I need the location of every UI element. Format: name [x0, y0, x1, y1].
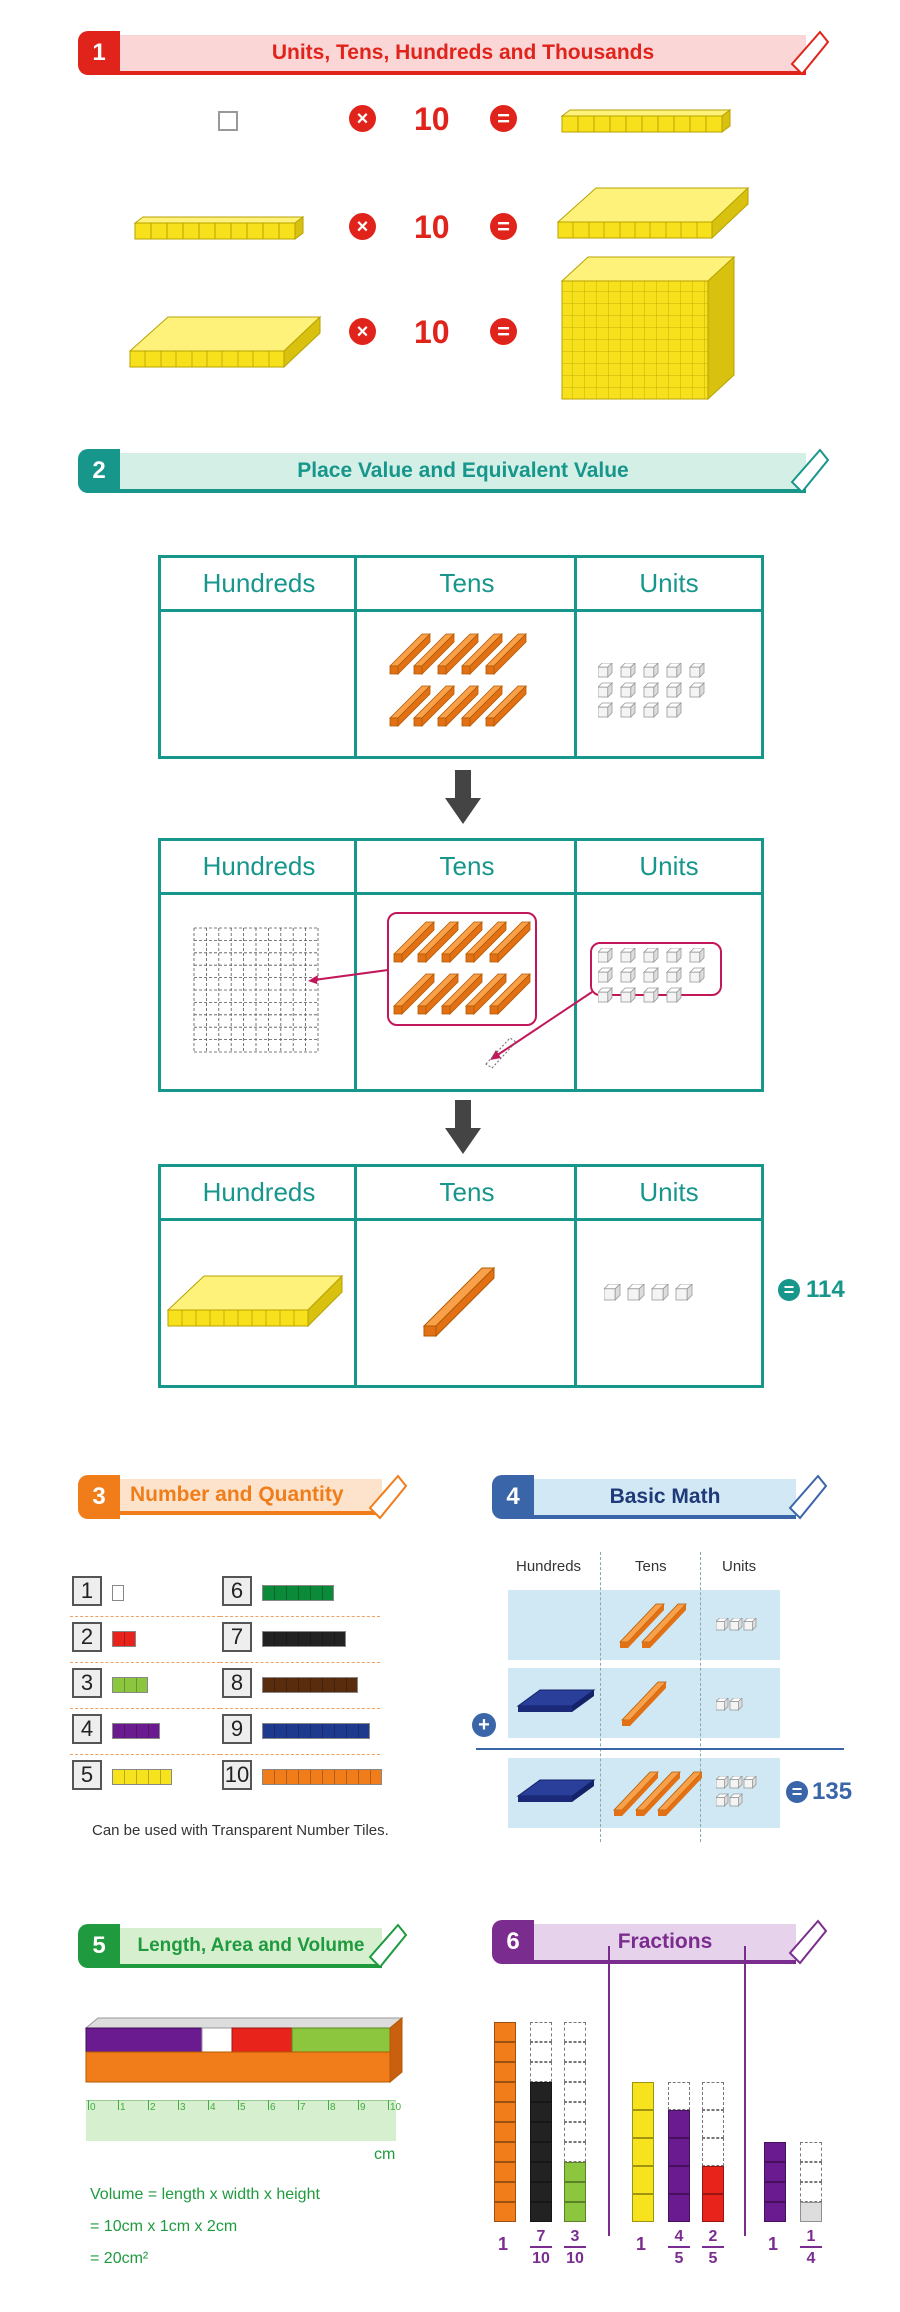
- unit-cube: [604, 1284, 620, 1300]
- down-arrow-icon: [445, 770, 481, 826]
- unit-cube: [716, 1794, 728, 1806]
- ruler-unit: cm: [374, 2146, 396, 2163]
- s4-header-tens: Tens: [635, 1558, 667, 1575]
- fraction-cell-empty: [564, 2042, 586, 2062]
- unit-cube: [621, 968, 635, 982]
- unit-cube: [716, 1618, 728, 1630]
- unit-cube: [667, 988, 681, 1002]
- s4-units-row1: [716, 1618, 766, 1634]
- section-1-banner: [78, 31, 828, 75]
- formula-line-3: = 20cm²: [90, 2250, 149, 2267]
- unit-cube: [676, 1284, 692, 1300]
- factor-text: 10: [414, 314, 450, 350]
- fraction-cell: [668, 2110, 690, 2138]
- unit-cube: [667, 663, 681, 677]
- cuisenaire-rod: [262, 1585, 334, 1601]
- row-separator: [220, 1754, 380, 1755]
- unit-cube: [644, 948, 658, 962]
- ten-rods-orange: [388, 630, 528, 730]
- header-tens: Tens: [439, 851, 495, 881]
- fraction-cell: [530, 2182, 552, 2202]
- unit-cube: [652, 1284, 668, 1300]
- unit-cubes: [604, 1284, 704, 1308]
- s4-tens-row2: [620, 1676, 670, 1730]
- equals-result: [778, 1276, 845, 1304]
- tiles-note: Can be used with Transparent Number Tiles.: [92, 1822, 389, 1839]
- fraction-numerator: 1: [800, 2228, 822, 2248]
- header-units: Units: [639, 1177, 699, 1207]
- fraction-cell-empty: [800, 2162, 822, 2182]
- section-5-banner: [78, 1924, 403, 1968]
- down-arrow-icon: [445, 1100, 481, 1156]
- factor-text: 10: [414, 101, 450, 137]
- fraction-cell-empty: [564, 2102, 586, 2122]
- fraction-cell: [632, 2082, 654, 2110]
- unit-cube: [621, 988, 635, 1002]
- ruler-tick: [88, 2100, 89, 2110]
- fraction-denominator: 10: [566, 2250, 584, 2267]
- unit-cube: [690, 968, 704, 982]
- ruler-tick-label: 10: [390, 2102, 402, 2113]
- fraction-cell: [668, 2138, 690, 2166]
- hundred-flat-yellow: [166, 1274, 346, 1330]
- section-title: Place Value and Equivalent Value: [120, 453, 806, 493]
- ruler-tick-label: 2: [150, 2102, 156, 2113]
- number-tile: 6: [222, 1576, 252, 1606]
- fraction-cell: [494, 2122, 516, 2142]
- unit-cube: [667, 948, 681, 962]
- fraction-cell: [530, 2082, 552, 2102]
- fraction-cell: [764, 2202, 786, 2222]
- ruler-tick: [148, 2100, 149, 2110]
- unit-cube: [716, 1776, 728, 1788]
- number-tile: 4: [72, 1714, 102, 1744]
- section-2-banner: [78, 449, 828, 493]
- hundred-flat-blue: [516, 1778, 596, 1806]
- unit-cube: [644, 703, 658, 717]
- ruler-tick: [358, 2100, 359, 2110]
- unit-cube: [644, 968, 658, 982]
- result-value: 114: [806, 1276, 845, 1303]
- fraction-cell: [494, 2082, 516, 2102]
- fraction-cell-empty: [564, 2122, 586, 2142]
- row-separator: [70, 1754, 220, 1755]
- fraction-cell: [764, 2162, 786, 2182]
- header-tens: Tens: [439, 568, 495, 598]
- banner-tab-icon: [788, 1917, 828, 1967]
- number-tile: 10: [222, 1760, 252, 1790]
- fraction-cell: [632, 2110, 654, 2138]
- unit-cubes: [598, 663, 710, 729]
- fraction-numerator: 2: [702, 2228, 724, 2248]
- row-separator: [70, 1662, 220, 1663]
- number-tile: 5: [72, 1760, 102, 1790]
- plus-icon: +: [472, 1713, 496, 1737]
- banner-tab-icon: [790, 28, 830, 78]
- unit-cube: [621, 703, 635, 717]
- fraction-cell: [764, 2142, 786, 2162]
- unit-cube: [730, 1698, 742, 1710]
- section-number: 1: [78, 31, 120, 75]
- s4-header-units: Units: [722, 1558, 757, 1575]
- fraction-cell: [494, 2142, 516, 2162]
- cuisenaire-rod: [112, 1723, 160, 1739]
- fraction-cell: [530, 2122, 552, 2142]
- fraction-cell: [494, 2182, 516, 2202]
- row-separator: [220, 1708, 380, 1709]
- hundred-flat-yellow: [556, 186, 752, 242]
- unit-cube: [730, 1618, 742, 1630]
- section-number: 2: [78, 449, 120, 493]
- sum-line: [476, 1748, 844, 1750]
- fraction-cell: [764, 2182, 786, 2202]
- number-tile: 8: [222, 1668, 252, 1698]
- unit-cube: [644, 988, 658, 1002]
- unit-cube: [644, 663, 658, 677]
- unit-cube: [716, 1698, 728, 1710]
- factor-text: 10: [414, 209, 450, 245]
- cuisenaire-rod: [112, 1677, 148, 1693]
- fraction-whole: 1: [498, 2234, 509, 2254]
- fraction-denominator: 10: [532, 2250, 550, 2267]
- hundred-flat-blue: [516, 1688, 596, 1716]
- fraction-denominator: 5: [708, 2250, 718, 2267]
- equals-icon: =: [786, 1781, 808, 1803]
- fraction-cell: [494, 2102, 516, 2122]
- unit-cube: [628, 1284, 644, 1300]
- section-title: Number and Quantity: [120, 1479, 382, 1515]
- fraction-cell-empty: [702, 2110, 724, 2138]
- section-title: Basic Math: [534, 1479, 796, 1519]
- fraction-cell-empty: [800, 2182, 822, 2202]
- header-hundreds: Hundreds: [202, 1177, 316, 1207]
- ruler-tick: [328, 2100, 329, 2110]
- ruler-tick-label: 5: [240, 2102, 246, 2113]
- s4-header-hundreds: Hundreds: [516, 1558, 582, 1575]
- ruler-tick: [178, 2100, 179, 2110]
- formula-line-2: = 10cm x 1cm x 2cm: [90, 2218, 238, 2235]
- fraction-divider: [608, 1946, 610, 2236]
- unit-cube: [644, 683, 658, 697]
- ruler-tick-label: 3: [180, 2102, 186, 2113]
- fraction-cell: [564, 2202, 586, 2222]
- section-number: 5: [78, 1924, 120, 1968]
- unit-cube: [730, 1794, 742, 1806]
- cuisenaire-rod: [262, 1769, 382, 1785]
- fraction-cell: [494, 2062, 516, 2082]
- fraction-cell-empty: [530, 2062, 552, 2082]
- hundred-flat-yellow: [128, 315, 324, 371]
- section-number: 4: [492, 1475, 534, 1519]
- ruler-tick: [268, 2100, 269, 2110]
- cuisenaire-rod: [262, 1631, 346, 1647]
- unit-cube: [218, 111, 238, 131]
- fraction-numerator: 7: [530, 2228, 552, 2248]
- fraction-cell: [530, 2162, 552, 2182]
- unit-cube: [690, 683, 704, 697]
- fraction-cell-empty: [702, 2138, 724, 2166]
- fraction-cell: [494, 2162, 516, 2182]
- header-hundreds: Hundreds: [202, 568, 316, 598]
- fraction-numerator: 3: [564, 2228, 586, 2248]
- s4-result: [786, 1778, 852, 1806]
- fraction-cell: [494, 2022, 516, 2042]
- number-tile: 1: [72, 1576, 102, 1606]
- number-tile: 3: [72, 1668, 102, 1698]
- ruler-tick-label: 4: [210, 2102, 216, 2113]
- section-6-banner: [492, 1920, 822, 1964]
- fraction-cell-empty: [530, 2042, 552, 2062]
- fraction-numerator: 4: [668, 2228, 690, 2248]
- header-units: Units: [639, 851, 699, 881]
- times-icon: ×: [349, 213, 376, 240]
- unit-cube: [598, 683, 612, 697]
- unit-cube: [744, 1776, 756, 1788]
- unit-cube: [621, 948, 635, 962]
- ruler-tick: [388, 2100, 389, 2110]
- unit-cube: [667, 703, 681, 717]
- number-tile: 2: [72, 1622, 102, 1652]
- section-number: 3: [78, 1475, 120, 1519]
- unit-cube: [621, 663, 635, 677]
- fraction-cell-empty: [564, 2022, 586, 2042]
- ruler-tick: [298, 2100, 299, 2110]
- unit-cube: [730, 1776, 742, 1788]
- ruler-tick: [208, 2100, 209, 2110]
- fraction-cell: [494, 2202, 516, 2222]
- section-title: Units, Tens, Hundreds and Thousands: [120, 35, 806, 75]
- unit-cube: [598, 663, 612, 677]
- fraction-cell-empty: [564, 2062, 586, 2082]
- ten-rod-orange: [422, 1264, 502, 1340]
- s4-units-row2: [716, 1698, 756, 1714]
- unit-cube: [667, 683, 681, 697]
- s4-units-row3: [716, 1776, 760, 1808]
- section-title: Length, Area and Volume: [120, 1928, 382, 1968]
- fraction-whole: 1: [768, 2234, 779, 2254]
- thousand-cube-yellow: [560, 255, 736, 401]
- header-tens: Tens: [439, 1177, 495, 1207]
- unit-cube: [621, 683, 635, 697]
- fraction-cell: [632, 2166, 654, 2194]
- unit-cube: [690, 663, 704, 677]
- unit-cube: [690, 948, 704, 962]
- row-separator: [70, 1708, 220, 1709]
- number-tile: 7: [222, 1622, 252, 1652]
- fraction-cell: [668, 2194, 690, 2222]
- fraction-cell-empty: [800, 2142, 822, 2162]
- equals-icon: =: [490, 105, 517, 132]
- fraction-denominator: 4: [806, 2250, 816, 2267]
- banner-tab-icon: [368, 1921, 408, 1971]
- ten-rod-yellow: [560, 108, 732, 134]
- times-icon: ×: [349, 105, 376, 132]
- ruler-tick-label: 6: [270, 2102, 276, 2113]
- section-4-banner: [492, 1475, 822, 1519]
- banner-tab-icon: [790, 446, 830, 496]
- number-tile: 9: [222, 1714, 252, 1744]
- cuisenaire-rod: [262, 1677, 358, 1693]
- fraction-cell: [632, 2194, 654, 2222]
- fraction-cell: [564, 2182, 586, 2202]
- ruler-tick: [118, 2100, 119, 2110]
- cuisenaire-rod: [112, 1585, 124, 1601]
- times-icon: ×: [349, 318, 376, 345]
- fraction-cell-empty: [564, 2142, 586, 2162]
- fraction-denominator: 5: [674, 2250, 684, 2267]
- section-title: Fractions: [534, 1924, 796, 1964]
- fraction-cell: [702, 2194, 724, 2222]
- row-separator: [70, 1616, 220, 1617]
- fraction-cell-empty: [530, 2022, 552, 2042]
- row-separator: [220, 1616, 380, 1617]
- ten-rod-orange: [622, 1682, 666, 1726]
- banner-tab-icon: [788, 1472, 828, 1522]
- fraction-cell-empty: [668, 2082, 690, 2110]
- fraction-whole: 1: [636, 2234, 647, 2254]
- exchange-arrows: [300, 950, 620, 1080]
- header-hundreds: Hundreds: [202, 851, 316, 881]
- banner-tab-icon: [368, 1472, 408, 1522]
- fraction-cell: [800, 2202, 822, 2222]
- ruler-tick: [238, 2100, 239, 2110]
- section-number: 6: [492, 1920, 534, 1964]
- fraction-cell: [530, 2102, 552, 2122]
- fraction-cell-empty: [702, 2082, 724, 2110]
- s4-divider: [600, 1552, 601, 1842]
- formula-line-1: Volume = length x width x height: [90, 2186, 320, 2203]
- fraction-cell-empty: [564, 2082, 586, 2102]
- row-separator: [220, 1662, 380, 1663]
- fraction-cell: [530, 2202, 552, 2222]
- cuisenaire-rod: [262, 1723, 370, 1739]
- s4-tens-row1: [618, 1598, 688, 1652]
- ruler-tick-label: 7: [300, 2102, 306, 2113]
- equals-icon: =: [490, 213, 517, 240]
- unit-cube: [598, 703, 612, 717]
- ruler-tick-label: 1: [120, 2102, 126, 2113]
- fraction-cell: [668, 2166, 690, 2194]
- unit-cube: [744, 1618, 756, 1630]
- cuisenaire-rod: [112, 1631, 136, 1647]
- fraction-cell: [530, 2142, 552, 2162]
- fraction-divider: [744, 1946, 746, 2236]
- fraction-cell: [702, 2166, 724, 2194]
- ten-rod-yellow: [133, 215, 305, 241]
- cuisenaire-rod: [112, 1769, 172, 1785]
- fraction-cell: [632, 2138, 654, 2166]
- rod-stack-volume: [84, 2016, 404, 2096]
- s4-tens-row3: [612, 1766, 702, 1820]
- ruler-tick-label: 8: [330, 2102, 336, 2113]
- equals-icon: =: [778, 1279, 800, 1301]
- ruler-tick-label: 0: [90, 2102, 96, 2113]
- fraction-cell: [564, 2162, 586, 2182]
- section-3-banner: [78, 1475, 403, 1519]
- fraction-cell: [494, 2042, 516, 2062]
- equals-icon: =: [490, 318, 517, 345]
- header-units: Units: [639, 568, 699, 598]
- result-value: 135: [812, 1778, 853, 1805]
- ruler-tick-label: 9: [360, 2102, 366, 2113]
- unit-cube: [667, 968, 681, 982]
